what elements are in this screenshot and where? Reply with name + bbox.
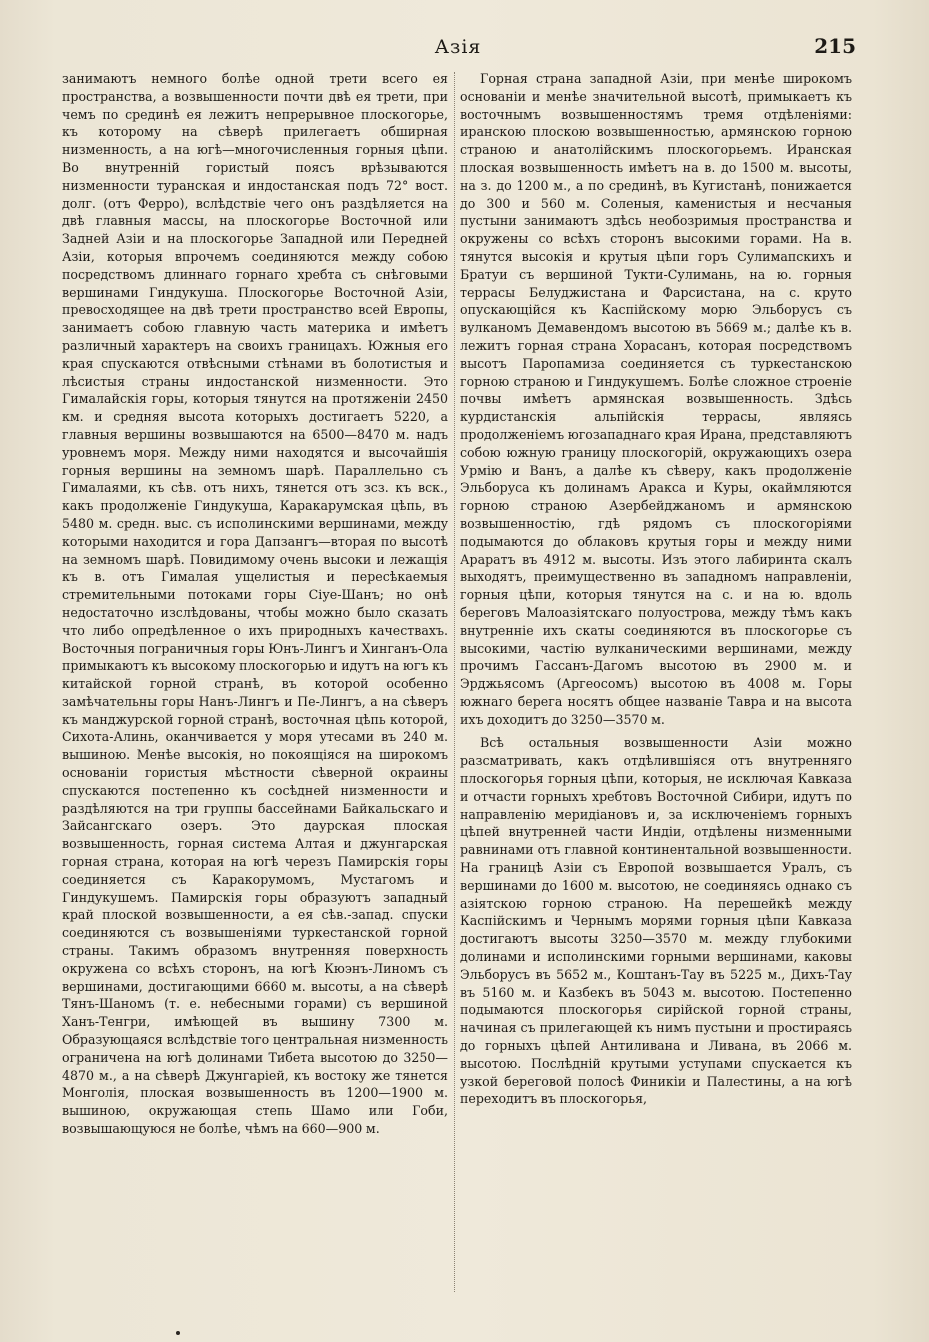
running-title: Азія xyxy=(434,36,482,58)
running-head xyxy=(60,36,856,62)
left-paragraph-1: занимаютъ немного болѣе одной трети всего ея пространства, а возвышенности почти двѣ ея трети, при чемъ по срединѣ ея лежитъ непрерывное плоскогорье, къ которому на сѣверѣ прилегаетъ обширная низменность, а на югѣ—многочисленныя горныя цѣпи. Во внутренній гористый поясъ врѣзываются низменности туранская и индостанская подъ 72° вост. долг. (отъ Ферро), вслѣдствіе чего онъ раздѣляется на двѣ главныя массы, на плоскогорье Восточной или Задней Азіи и на плоскогорье Западной или Передней Азіи, которыя впрочемъ соединяются между собою посредствомъ длиннаго горнаго хребта съ снѣговыми вершинами Гиндукуша. Плоскогорье Восточной Азіи, превосходящее на двѣ трети пространство всей Европы, занимаетъ собою главную часть материка и имѣетъ различный характеръ на своихъ границахъ. Южныя его края спускаются отвѣсными стѣнами въ болотистыя и лѣсистыя страны индостанской низменности. Это Гималайскія горы, которыя тянутся на протяженіи 2450 км. и средняя высота которыхъ достигаетъ 5220, а главныя вершины возвышаются на 6500—8470 м. надъ уровнемъ моря. Между ними находятся и высочайшія горныя вершины на земномъ шарѣ. Параллельно съ Гималаями, къ сѣв. отъ нихъ, тянется отъ зсз. къ вск., какъ продолженіе Гиндукуша, Каракарумская цѣпь, въ 5480 м. средн. выс. съ исполинскими вершинами, между которыми находится и гора Дапзангъ—вторая по высотѣ на земномъ шарѣ. Повидимому очень высоки и лежащія къ в. отъ Гималая ущелистыя и пересѣкаемыя стремительными потоками горы Сіуе-Шанъ; но онѣ недостаточно изслѣдованы, чтобы можно было сказать что либо опредѣленное о ихъ природныхъ качествахъ. Восточныя пограничныя горы Юнъ-Лингъ и Хинганъ-Ола примыкаютъ къ высокому плоскогорью и идутъ на югъ къ китайской горной странѣ, въ которой особенно замѣчательны горы Нанъ-Лингъ и Пе-Лингъ, а на сѣверъ къ манджурской горной странѣ, восточная цѣпь которой, Сихота-Алинь, оканчивается у моря утесами въ 240 м. вышиною. Менѣе высокія, но покоящіяся на широкомъ основаніи гористыя мѣстности сѣверной окраины спускаются постепенно къ сосѣдней низменности и раздѣляются на три группы бассейнами Байкальскаго и Зайсангскаго озеръ. Это даурская плоская возвышенность, горная система Алтая и джунгарская горная страна, которая на югѣ черезъ Памирскія горы соединяется съ Каракорумомъ, Мустагомъ и Гиндукушемъ. Памирскія горы образуютъ западный край плоской возвышенности, а ея сѣв.-запад. спуски соединяются съ возвышеніями туркестанской горной страны. Такимъ образомъ внутренняя поверхность окружена со всѣхъ сторонъ, на югѣ Кюэнъ-Линомъ съ вершинами, достигающими 6660 м. высоты, а на сѣверѣ Тянъ-Шаномъ (т. е. небесными горами) съ вершиной Ханъ-Тенгри, имѣющей въ вышину 7300 м. Образующаяся вслѣдствіе того центральная низменность ограничена на югѣ долинами Тибета высотою до 3250—4870 м., а на сѣверѣ Джунгаріей, къ востоку же тянется Монголія, плоская возвышенность въ 1200—1900 м. вышиною, окружающая степь Шамо или Гоби, возвышающуюся не болѣе, чѣмъ на 660—900 м. xyxy=(62,71,448,1137)
column-divider xyxy=(454,72,455,1292)
ink-speck xyxy=(176,1331,180,1335)
page-number: 215 xyxy=(814,34,856,58)
left-column xyxy=(62,70,448,1138)
right-paragraph-1: Горная страна западной Азіи, при менѣе широкомъ основаніи и менѣе значительной высотѣ, примыкаетъ къ восточнымъ возвышенностямъ тремя отдѣленіями: иранскою плоскою возвышенностью, армянскою горною страною и анатолійскимъ плоскогорьемъ. Иранская плоская возвышенность имѣетъ на в. до 1500 м. высоты, на з. до 1200 м., а по срединѣ, въ Кугистанѣ, понижается до 300 и 560 м. Соленыя, каменистыя и несчаныя пустыни занимаютъ здѣсь необозримыя пространства и окружены со всѣхъ сторонъ высокими горами. На в. тянутся высокія и крутыя цѣпи горъ Сулимапскихъ и Братуи съ вершиной Тукти-Сулимань, на ю. горныя террасы Белуджистана и Фарсистана, на с. круто опускающійся къ Каспійскому морю Эльборусъ съ вулканомъ Демавендомъ высотою въ 5669 м.; далѣе къ в. лежитъ горная страна Хорасанъ, которая посредствомъ высотъ Паропамиза соединяется съ туркестанскою горною страною и Гиндукушемъ. Болѣе сложное строеніе почвы имѣетъ армянская возвышенность. Здѣсь курдистанскія альпійскія террасы, являясь продолженіемъ югозападнаго края Ирана, представляютъ собою южную границу плоскогорій, окружающихъ озера Урмію и Ванъ, а далѣе къ сѣверу, какъ продолженіе Эльборуса къ долинамъ Аракса и Куры, окаймляются горною страною Азербейджаномъ и армянскою возвышенностію, гдѣ рядомъ съ плоскогоріями подымаются до облаковъ крутыя горы и между ними Араратъ въ 4912 м. высоты. Изъ этого лабиринта скалъ выходятъ, преимущественно въ западномъ направленіи, горныя цѣпи, которыя тянутся на с. и на ю. вдоль береговъ Малоазіятскаго полуострова, между тѣмъ какъ внутренніе ихъ скаты соединяются въ плоскогорье съ высокими, частію вулканическими вершинами, между прочимъ Гассанъ-Дагомъ высотою въ 2900 м. и Эрджьясомъ (Аргеосомъ) высотою въ 4008 м. Горы южнаго берега носятъ общее названіе Тавра и на высота ихъ доходитъ до 3250—3570 м. xyxy=(460,71,852,727)
right-paragraph-2: Всѣ остальныя возвышенности Азіи можно разсматривать, какъ отдѣлившіяся отъ внутренняго плоскогорья горныя цѣпи, которыя, не исключая Кавказа и отчасти горныхъ хребтовъ Восточной Сибири, идутъ по направленію меридіановъ и, за исключеніемъ горныхъ цѣпей внутренней части Индіи, отдѣлены низменными равнинами отъ главной континентальной возвышенности. На границѣ Азіи съ Европой возвышается Уралъ, съ вершинами до 1600 м. высотою, не соединяясь однако съ азіятскою горною страною. На перешейкѣ между Каспійскимъ и Чернымъ морями горныя цѣпи Кавказа достигаютъ высоты 3250—3570 м. между глубокими долинами и исполинскими горными вершинами, каковы Эльборусъ въ 5652 м., Коштанъ-Тау въ 5225 м., Дихъ-Тау въ 5160 м. и Казбекъ въ 5043 м. высотою. Постепенно подымаются плоскогорья сирійской горной страны, начиная съ прилегающей къ нимъ пустыни и простираясь до горныхъ цѣпей Антиливана и Ливана, въ 2066 м. высотою. Послѣдній крутыми уступами спускается къ узкой береговой полосѣ Финикіи и Палестины, а на югѣ переходитъ въ плоскогорья, xyxy=(460,735,852,1107)
right-column xyxy=(460,70,852,1108)
